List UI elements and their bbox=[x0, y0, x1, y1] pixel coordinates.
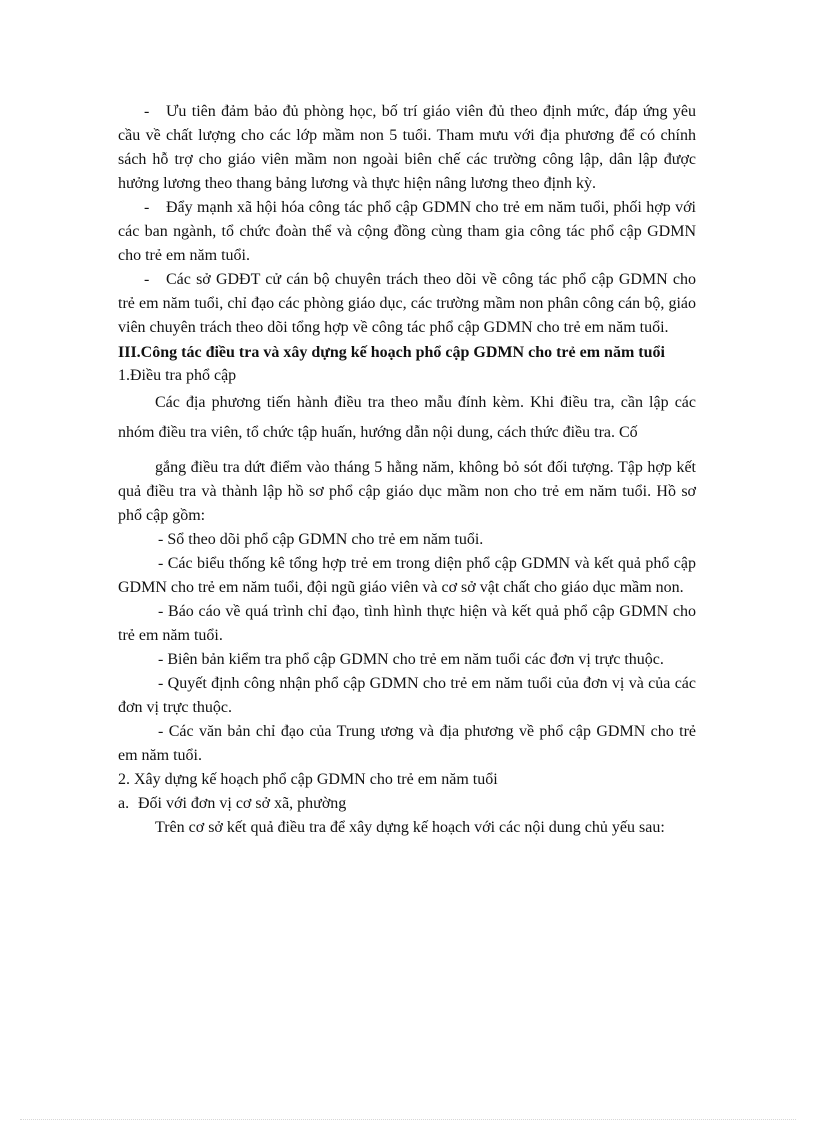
subsection-a-heading bbox=[118, 792, 696, 816]
bullet-marker: - bbox=[144, 199, 150, 216]
subsection-a-title: Đối với đơn vị cơ sở xã, phường bbox=[138, 795, 347, 812]
subsection-title-planning: 2. Xây dựng kế hoạch phổ cập GDMN cho trẻ em năm tuổi bbox=[118, 771, 498, 788]
subsection-title-survey: 1.Điều tra phổ cập bbox=[118, 367, 237, 384]
bullet-marker: - bbox=[144, 271, 150, 288]
bullet-paragraph bbox=[118, 268, 696, 340]
bullet-text: Các sở GDĐT cử cán bộ chuyên trách theo dõi về công tác phổ cập GDMN cho trẻ em năm tuổi, chỉ đạo các phòng giáo dục, các trường mầm non phân công cán bộ, giáo viên chuyên trách theo dõi tổng hợp về công tác phổ cập GDMN cho trẻ em năm tuổi. bbox=[118, 271, 696, 336]
record-item: - Báo cáo về quá trình chỉ đạo, tình hình thực hiện và kết quả phổ cập GDMN cho trẻ em năm tuổi. bbox=[118, 603, 696, 644]
bullet-paragraph bbox=[118, 100, 696, 196]
record-item: - Các văn bản chỉ đạo của Trung ương và địa phương về phổ cập GDMN cho trẻ em năm tuổi. bbox=[118, 723, 696, 764]
record-item: - Quyết định công nhận phổ cập GDMN cho trẻ em năm tuổi của đơn vị và của các đơn vị trực thuộc. bbox=[118, 675, 696, 716]
record-item: - Sổ theo dõi phổ cập GDMN cho trẻ em năm tuổi. bbox=[158, 531, 484, 548]
section-heading: III.Công tác điều tra và xây dựng kế hoạch phổ cập GDMN cho trẻ em năm tuổi bbox=[118, 344, 665, 361]
bullet-paragraph bbox=[118, 196, 696, 268]
record-item: - Biên bản kiểm tra phổ cập GDMN cho trẻ em năm tuổi các đơn vị trực thuộc. bbox=[158, 651, 664, 668]
record-item: - Các biểu thống kê tổng hợp trẻ em trong diện phổ cập GDMN và kết quả phổ cập GDMN cho trẻ em năm tuổi, đội ngũ giáo viên và cơ sở vật chất cho giáo dục mầm non. bbox=[118, 555, 696, 596]
planning-paragraph: Trên cơ sở kết quả điều tra để xây dựng kế hoạch với các nội dung chủ yếu sau: bbox=[155, 819, 665, 836]
page-bottom-divider bbox=[20, 1119, 796, 1120]
survey-paragraph: Các địa phương tiến hành điều tra theo mẫu đính kèm. Khi điều tra, cần lập các nhóm điều tra viên, tổ chức tập huấn, hướng dẫn nội dung, cách thức điều tra. Cố bbox=[118, 394, 696, 441]
document-page bbox=[118, 100, 696, 840]
subsection-a-marker: a. bbox=[118, 795, 130, 812]
bullet-marker: - bbox=[144, 103, 150, 120]
bullet-text: Đẩy mạnh xã hội hóa công tác phổ cập GDMN cho trẻ em năm tuổi, phối hợp với các ban ngành, tổ chức đoàn thể và cộng đồng cùng tham gia công tác phổ cập GDMN cho trẻ em năm tuổi. bbox=[118, 199, 696, 264]
bullet-text: Ưu tiên đảm bảo đủ phòng học, bố trí giáo viên đủ theo định mức, đáp ứng yêu cầu về chất lượng cho các lớp mầm non 5 tuổi. Tham mưu với địa phương để có chính sách hỗ trợ cho giáo viên mầm non ngoài biên chế các trường công lập, dân lập được hưởng lương theo thang bảng lương và thực hiện nâng lương theo định kỳ. bbox=[118, 103, 696, 192]
survey-paragraph-continued: gắng điều tra dứt điểm vào tháng 5 hằng năm, không bỏ sót đối tượng. Tập hợp kết quả điều tra và thành lập hồ sơ phổ cập giáo dục mầm non cho trẻ em năm tuổi. Hồ sơ phổ cập gồm: bbox=[118, 459, 696, 524]
